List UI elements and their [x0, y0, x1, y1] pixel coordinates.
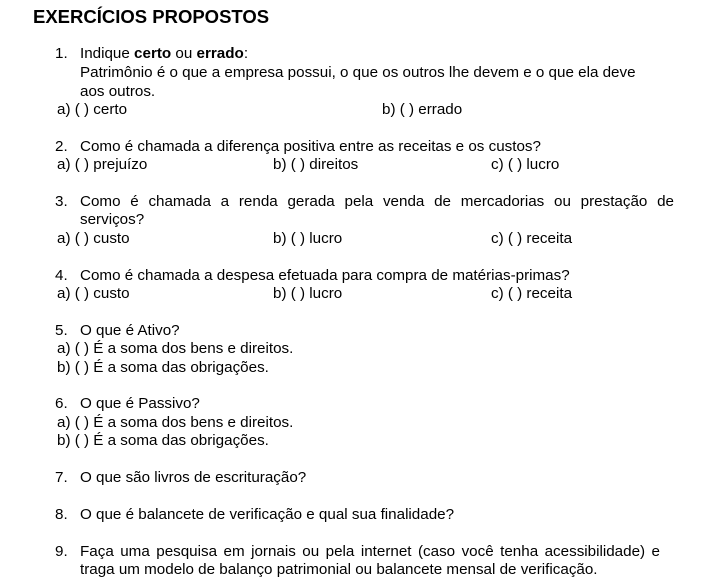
- question-text: [80, 45, 248, 64]
- question-number: 4.: [55, 267, 68, 284]
- question-text: Como é chamada a despesa efetuada para compra de matérias-primas?: [80, 267, 570, 284]
- question-number: 3.: [55, 193, 68, 210]
- option-b[interactable]: b) ( ) lucro: [273, 230, 343, 247]
- option-b[interactable]: b) ( ) É a soma das obrigações.: [57, 359, 269, 376]
- option-b[interactable]: b) ( ) lucro: [273, 285, 343, 302]
- question-number: 9.: [55, 543, 68, 560]
- option-c[interactable]: c) ( ) lucro: [491, 156, 560, 173]
- question-number: 6.: [55, 395, 68, 412]
- colon-text: :: [243, 45, 249, 62]
- question-number: 7.: [55, 469, 68, 486]
- question-text: O que é Passivo?: [80, 395, 200, 412]
- question-text: Faça uma pesquisa em jornais ou pela internet (caso você tenha acessibilidade) e: [80, 543, 660, 560]
- question-text-continued: traga um modelo de balanço patrimonial ou balancete mensal de verificação.: [80, 561, 598, 578]
- bold-word-errado: errado: [196, 45, 244, 62]
- option-b[interactable]: b) ( ) É a soma das obrigações.: [57, 432, 269, 449]
- question-text-continued: serviços?: [80, 211, 145, 228]
- option-a[interactable]: a) ( ) É a soma dos bens e direitos.: [57, 340, 294, 357]
- question-text: O que é balancete de verificação e qual sua finalidade?: [80, 506, 455, 523]
- option-c[interactable]: c) ( ) receita: [491, 285, 573, 302]
- option-c[interactable]: c) ( ) receita: [491, 230, 573, 247]
- page-title: EXERCÍCIOS PROPOSTOS: [33, 6, 270, 27]
- question-number: 8.: [55, 506, 68, 523]
- statement-line: aos outros.: [80, 83, 156, 100]
- question-number: 1.: [55, 45, 68, 62]
- option-a[interactable]: a) ( ) certo: [57, 101, 128, 118]
- question-text: O que são livros de escrituração?: [80, 469, 307, 486]
- option-a[interactable]: a) ( ) prejuízo: [57, 156, 148, 173]
- intro-text: Indique: [80, 45, 135, 62]
- statement-line: Patrimônio é o que a empresa possui, o que os outros lhe devem e o que ela deve: [80, 64, 636, 81]
- question-text: O que é Ativo?: [80, 322, 180, 339]
- question-text: Como é chamada a diferença positiva entre as receitas e os custos?: [80, 138, 541, 155]
- bold-word-certo: certo: [134, 45, 172, 62]
- option-a[interactable]: a) ( ) custo: [57, 230, 130, 247]
- option-a[interactable]: a) ( ) É a soma dos bens e direitos.: [57, 414, 294, 431]
- question-number: 2.: [55, 138, 68, 155]
- question-text: Como é chamada a renda gerada pela venda de mercadorias ou prestação de: [80, 193, 674, 210]
- option-a[interactable]: a) ( ) custo: [57, 285, 130, 302]
- option-b[interactable]: b) ( ) errado: [382, 101, 463, 118]
- option-b[interactable]: b) ( ) direitos: [273, 156, 359, 173]
- connector-text: ou: [171, 45, 197, 62]
- question-number: 5.: [55, 322, 68, 339]
